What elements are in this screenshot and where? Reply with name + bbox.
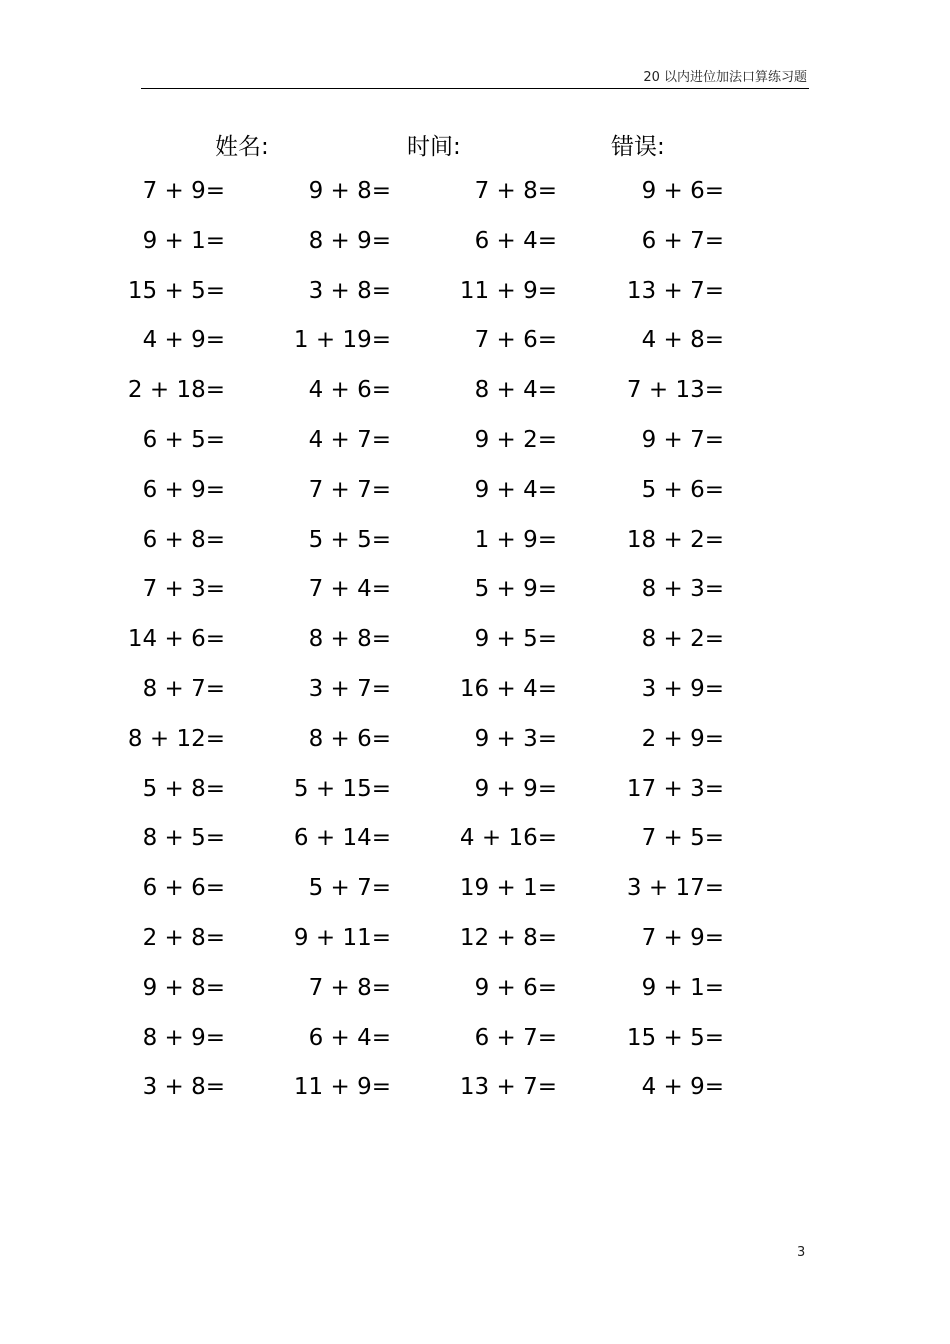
problem-cell: 4 + 6= xyxy=(308,377,391,404)
problem-cell: 7 + 9= xyxy=(641,925,724,951)
problem-cell: 6 + 14= xyxy=(293,825,391,852)
page-number: 3 xyxy=(797,1245,806,1260)
problem-cell: 3 + 7= xyxy=(308,676,391,702)
problem-cell: 8 + 12= xyxy=(127,725,225,752)
problem-cell: 13 + 7= xyxy=(626,277,724,304)
problem-cell: 11 + 9= xyxy=(293,1074,391,1101)
problem-cell: 4 + 16= xyxy=(459,825,557,852)
problem-cell: 7 + 8= xyxy=(308,974,391,1001)
problem-cell: 4 + 9= xyxy=(641,1074,724,1101)
problem-cell: 3 + 8= xyxy=(142,1074,225,1101)
time-label: 时间: xyxy=(407,134,461,160)
problem-cell: 7 + 7= xyxy=(308,476,391,503)
problem-cell: 8 + 8= xyxy=(308,626,391,653)
problem-cell: 12 + 8= xyxy=(459,925,557,951)
problem-cell: 1 + 19= xyxy=(293,327,391,354)
problem-cell: 9 + 9= xyxy=(474,775,557,802)
problem-cell: 16 + 4= xyxy=(459,676,557,702)
problem-cell: 6 + 9= xyxy=(142,476,225,503)
problem-cell: 9 + 11= xyxy=(293,925,391,951)
problem-cell: 8 + 9= xyxy=(142,1024,225,1051)
problem-cell: 2 + 18= xyxy=(127,377,225,404)
problem-cell: 9 + 8= xyxy=(308,178,391,204)
problem-cell: 8 + 4= xyxy=(474,377,557,404)
problem-cell: 5 + 5= xyxy=(308,526,391,553)
problem-cell: 4 + 7= xyxy=(308,427,391,453)
problem-cell: 7 + 6= xyxy=(474,327,557,354)
problem-cell: 8 + 5= xyxy=(142,825,225,852)
problem-cell: 7 + 9= xyxy=(142,178,225,204)
problem-cell: 5 + 6= xyxy=(641,476,724,503)
problem-cell: 6 + 4= xyxy=(308,1024,391,1051)
problem-cell: 3 + 17= xyxy=(626,875,724,902)
problem-cell: 11 + 9= xyxy=(459,277,557,304)
problem-cell: 6 + 4= xyxy=(474,227,557,254)
problem-cell: 9 + 4= xyxy=(474,476,557,503)
problem-cell: 3 + 9= xyxy=(641,676,724,702)
problem-cell: 9 + 3= xyxy=(474,725,557,752)
problem-cell: 9 + 5= xyxy=(474,626,557,653)
problem-cell: 18 + 2= xyxy=(626,526,724,553)
problem-cell: 6 + 7= xyxy=(641,227,724,254)
problem-cell: 9 + 6= xyxy=(641,178,724,204)
problem-cell: 5 + 7= xyxy=(308,875,391,902)
problem-cell: 8 + 9= xyxy=(308,227,391,254)
info-row xyxy=(0,128,950,158)
problem-cell: 6 + 5= xyxy=(142,427,225,453)
problem-cell: 9 + 2= xyxy=(474,427,557,453)
problem-cell: 9 + 8= xyxy=(142,974,225,1001)
problem-cell: 17 + 3= xyxy=(626,775,724,802)
problem-cell: 15 + 5= xyxy=(127,277,225,304)
problem-cell: 13 + 7= xyxy=(459,1074,557,1101)
problem-cell: 15 + 5= xyxy=(626,1024,724,1051)
problem-cell: 3 + 8= xyxy=(308,277,391,304)
problem-cell: 1 + 9= xyxy=(474,526,557,553)
problem-cell: 19 + 1= xyxy=(459,875,557,902)
problem-cell: 9 + 6= xyxy=(474,974,557,1001)
problem-cell: 14 + 6= xyxy=(127,626,225,653)
problem-cell: 9 + 1= xyxy=(142,227,225,254)
problem-cell: 8 + 2= xyxy=(641,626,724,653)
problem-cell: 2 + 8= xyxy=(142,925,225,951)
problem-cell: 7 + 13= xyxy=(626,377,724,404)
name-label: 姓名: xyxy=(215,134,269,160)
problem-cell: 7 + 8= xyxy=(474,178,557,204)
problem-cell: 8 + 3= xyxy=(641,576,724,603)
problem-cell: 6 + 6= xyxy=(142,875,225,902)
problem-cell: 4 + 9= xyxy=(142,327,225,354)
problem-cell: 9 + 1= xyxy=(641,974,724,1001)
page-header xyxy=(141,64,809,89)
problem-cell: 5 + 9= xyxy=(474,576,557,603)
problem-cell: 8 + 7= xyxy=(142,676,225,702)
header-title: 20 以内进位加法口算练习题 xyxy=(643,70,807,85)
problem-cell: 4 + 8= xyxy=(641,327,724,354)
problem-cell: 9 + 7= xyxy=(641,427,724,453)
problem-cell: 6 + 7= xyxy=(474,1024,557,1051)
error-label: 错误: xyxy=(611,134,665,160)
problem-cell: 2 + 9= xyxy=(641,725,724,752)
problem-cell: 6 + 8= xyxy=(142,526,225,553)
problem-cell: 5 + 8= xyxy=(142,775,225,802)
problem-cell: 8 + 6= xyxy=(308,725,391,752)
problem-cell: 7 + 3= xyxy=(142,576,225,603)
problem-cell: 7 + 4= xyxy=(308,576,391,603)
problem-cell: 7 + 5= xyxy=(641,825,724,852)
problem-cell: 5 + 15= xyxy=(293,775,391,802)
